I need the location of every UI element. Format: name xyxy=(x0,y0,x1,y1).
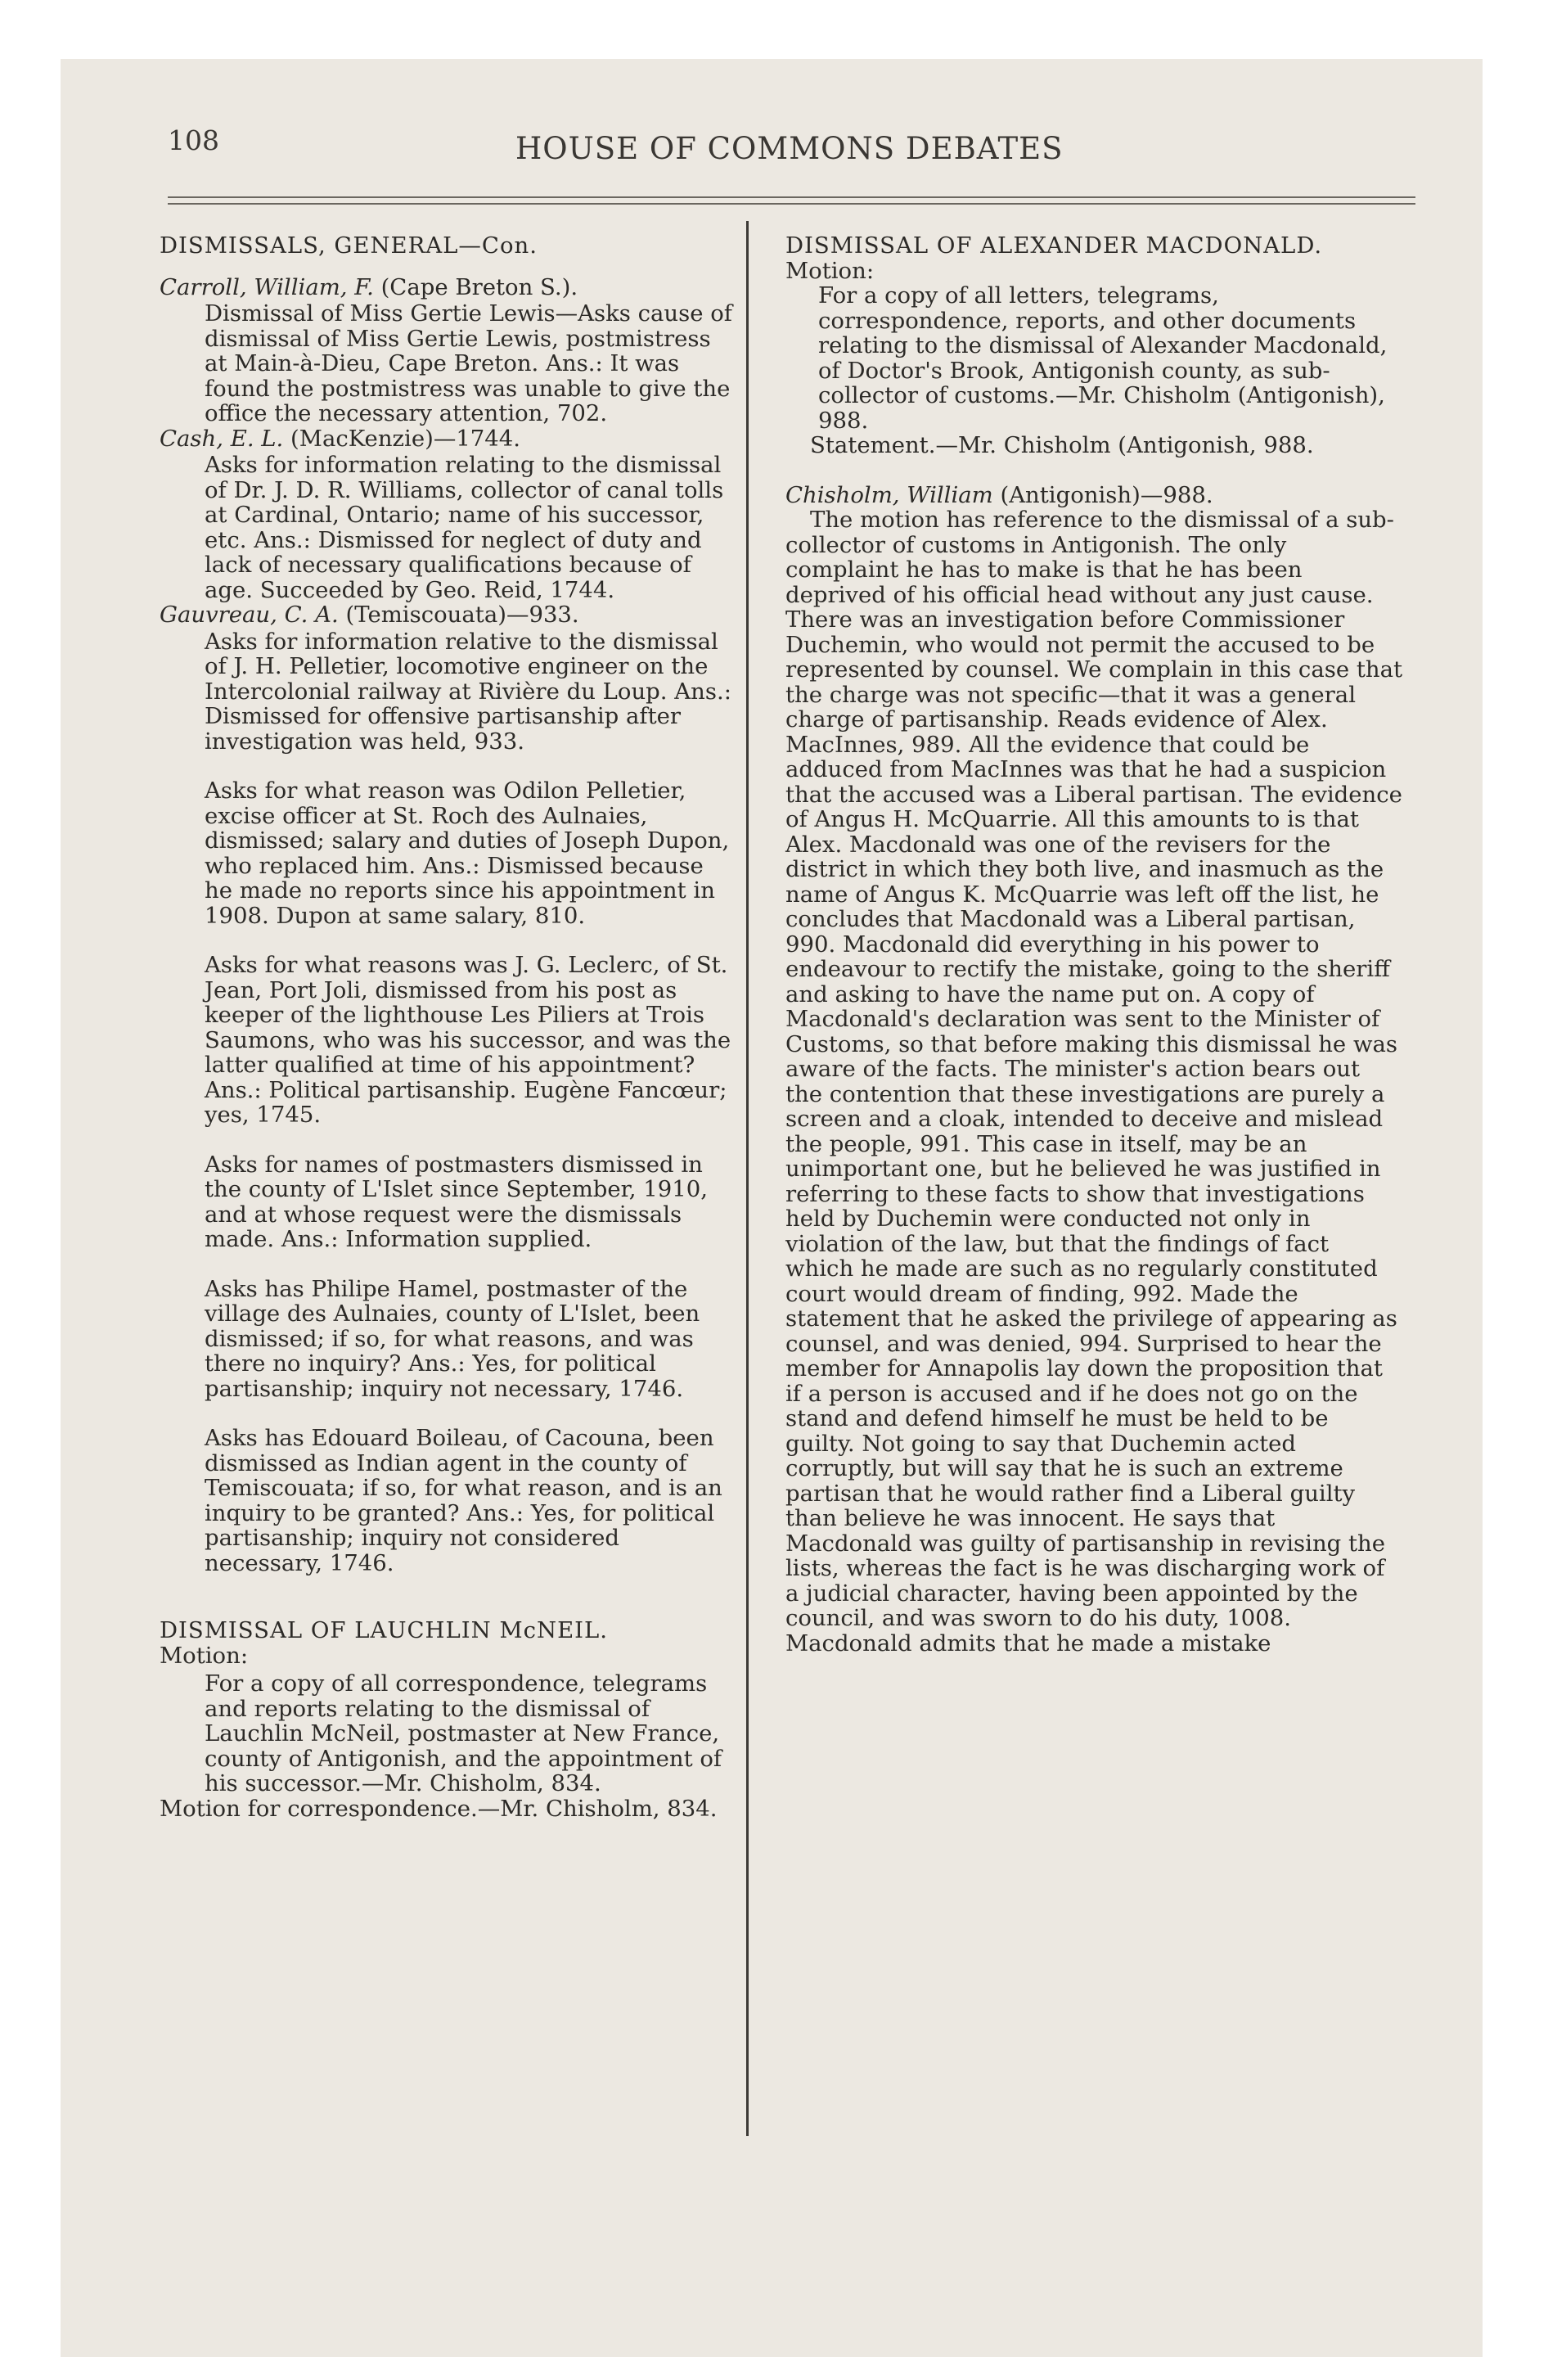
member-riding: (Cape Breton S.). xyxy=(373,273,578,300)
motion-label: Motion: xyxy=(785,257,875,284)
section-heading: DISMISSAL OF LAUCHLIN McNEIL. xyxy=(160,1617,609,1643)
index-entry: Asks for names of postmasters dismissed in the county of L'Islet since September, 1910, and at whose request were the dismissals made. Ans.: Information supplied. xyxy=(205,1151,708,1252)
member-heading xyxy=(160,426,736,452)
index-entry: Asks has Philipe Hamel, postmaster of the village des Aulnaies, county of L'Islet, been dismissed; if so, for what reasons, and was there no inquiry? Ans.: Yes, for political partisanship; inquiry not necessary, 1746. xyxy=(205,1275,700,1402)
index-entry: Asks for what reasons was J. G. Leclerc, of St. Jean, Port Joli, dismissed from his post as keeper of the lighthouse Les Piliers at Trois Saumons, who was his successor, and was the latter qualified at time of his appointment? Ans.: Political partisanship. Eugène Fancœur; yes, 1745. xyxy=(205,952,731,1128)
page-number: 108 xyxy=(168,124,219,156)
index-entry: Asks for information relative to the dismissal of J. H. Pelletier, locomotive engineer on the Intercolonial railway at Rivière du Loup. Ans.: Dismissed for offensive partisanship after investigation was held, 933. xyxy=(205,628,731,755)
index-entry: Dismissal of Miss Gertie Lewis—Asks cause of dismissal of Miss Gertie Lewis, postmistress at Main-à-Dieu, Cape Breton. Ans.: It was found the postmistress was unable to give the office the necessary attention, 702. xyxy=(205,300,732,426)
header-rule xyxy=(168,196,1415,198)
column-divider xyxy=(746,221,749,2136)
running-title: HOUSE OF COMMONS DEBATES xyxy=(515,131,1064,166)
header-rule xyxy=(168,203,1415,205)
speech-summary: The motion has reference to the dismissal of a sub-collector of customs in Antigonish. The only complaint he has to make is that he has been deprived of his official head without any just cause. There was an investigation before Commissioner Duchemin, who would not permit the accused to be represented by counsel. We complain in this case that the charge was not specific—that it was a general charge of partisanship. Reads evidence of Alex. MacInnes, 989. All the evidence that could be adduced from MacInnes was that he had a suspicion that the accused was a Liberal partisan. The evidence of Angus H. McQuarrie. All this amounts to is that Alex. Macdonald was one of the revisers for the district in which they both live, and inasmuch as the name of Angus K. McQuarrie was left off the list, he concludes that Macdonald was a Liberal partisan, 990. Macdonald did everything in his power to endeavour to rectify the mistake, going to the sheriff and asking to have the name put on. A copy of Macdonald's declaration was sent to the Minister of Customs, so that before making this dismissal he was aware of the facts. The minister's action bears out the contention that these investigations are purely a screen and a cloak, intended to deceive and mislead the people, 991. This case in itself, may be an unimportant one, but he believed he was justified in referring to these facts to show that investigations held by Duchemin were conducted not only in violation of the law, but that the findings of fact which he made are such as no regularly constituted court would dream of finding, 992. Made the statement that he asked the privilege of appearing as counsel, and was denied, 994. Surprised to hear the member for Annapolis lay down the proposition that if a person is accused and if he does not go on the stand and defend himself he must be held to be guilty. Not going to say that Duchemin acted corruptly, but will say that he is such an extreme partisan that he would rather find a Liberal guilty than believe he was innocent. He says that Macdonald was guilty of partisanship in revising the lists, whereas the fact is he was discharging work of a judicial character, having been appointed by the council, and was sworn to do his duty, 1008. Macdonald admits that he made a mistake xyxy=(785,507,1403,1657)
member-riding: (Temiscouata)—933. xyxy=(338,602,579,628)
member-heading xyxy=(785,483,1403,508)
member-heading xyxy=(160,275,736,300)
member-riding: (MacKenzie)—1744. xyxy=(283,425,521,452)
left-column xyxy=(160,233,736,1821)
member-name: Gauvreau, C. A. xyxy=(160,602,339,628)
section-heading: DISMISSAL OF ALEXANDER MACDONALD. xyxy=(785,232,1323,259)
statement: Statement.—Mr. Chisholm (Antigonish, 988. xyxy=(810,432,1314,458)
member-heading xyxy=(160,602,736,628)
right-column xyxy=(785,233,1403,1656)
index-entry: Asks has Edouard Boileau, of Cacouna, been dismissed as Indian agent in the county of Temiscouata; if so, for what reason, and is an inquiry to be granted? Ans.: Yes, for political partisanship; inquiry not considered necessary, 1746. xyxy=(205,1425,722,1576)
section-heading: DISMISSALS, GENERAL—Con. xyxy=(160,232,538,259)
index-entry: Asks for information relating to the dismissal of Dr. J. D. R. Williams, collector of canal tolls at Cardinal, Ontario; name of his successor, etc. Ans.: Dismissed for neglect of duty and lack of necessary qualifications because of age. Succeeded by Geo. Reid, 1744. xyxy=(205,452,724,603)
index-entry: Asks for what reason was Odilon Pelletier, excise officer at St. Roch des Aulnaies, dismissed; salary and duties of Joseph Dupon, who replaced him. Ans.: Dismissed because he made no reports since his appointment in 1908. Dupon at same salary, 810. xyxy=(205,778,730,929)
motion-for: Motion for correspondence.—Mr. Chisholm, 834. xyxy=(160,1795,718,1822)
member-riding: (Antigonish)—988. xyxy=(992,481,1213,508)
member-name: Carroll, William, F. xyxy=(160,273,374,300)
motion-text: For a copy of all correspondence, telegrams and reports relating to the dismissal of Lauchlin McNeil, postmaster at New France, county of Antigonish, and the appointment of his successor.—Mr. Chisholm, 834. xyxy=(205,1670,722,1796)
motion-label: Motion: xyxy=(160,1642,249,1669)
motion-text: For a copy of all letters, telegrams, correspondence, reports, and other documents relating to the dismissal of Alexander Macdonald, of Doctor's Brook, Antigonish county, as sub-collector of customs.—Mr. Chisholm (Antigonish), 988. xyxy=(818,282,1388,434)
member-name: Chisholm, William xyxy=(785,481,993,508)
member-name: Cash, E. L. xyxy=(160,425,284,452)
